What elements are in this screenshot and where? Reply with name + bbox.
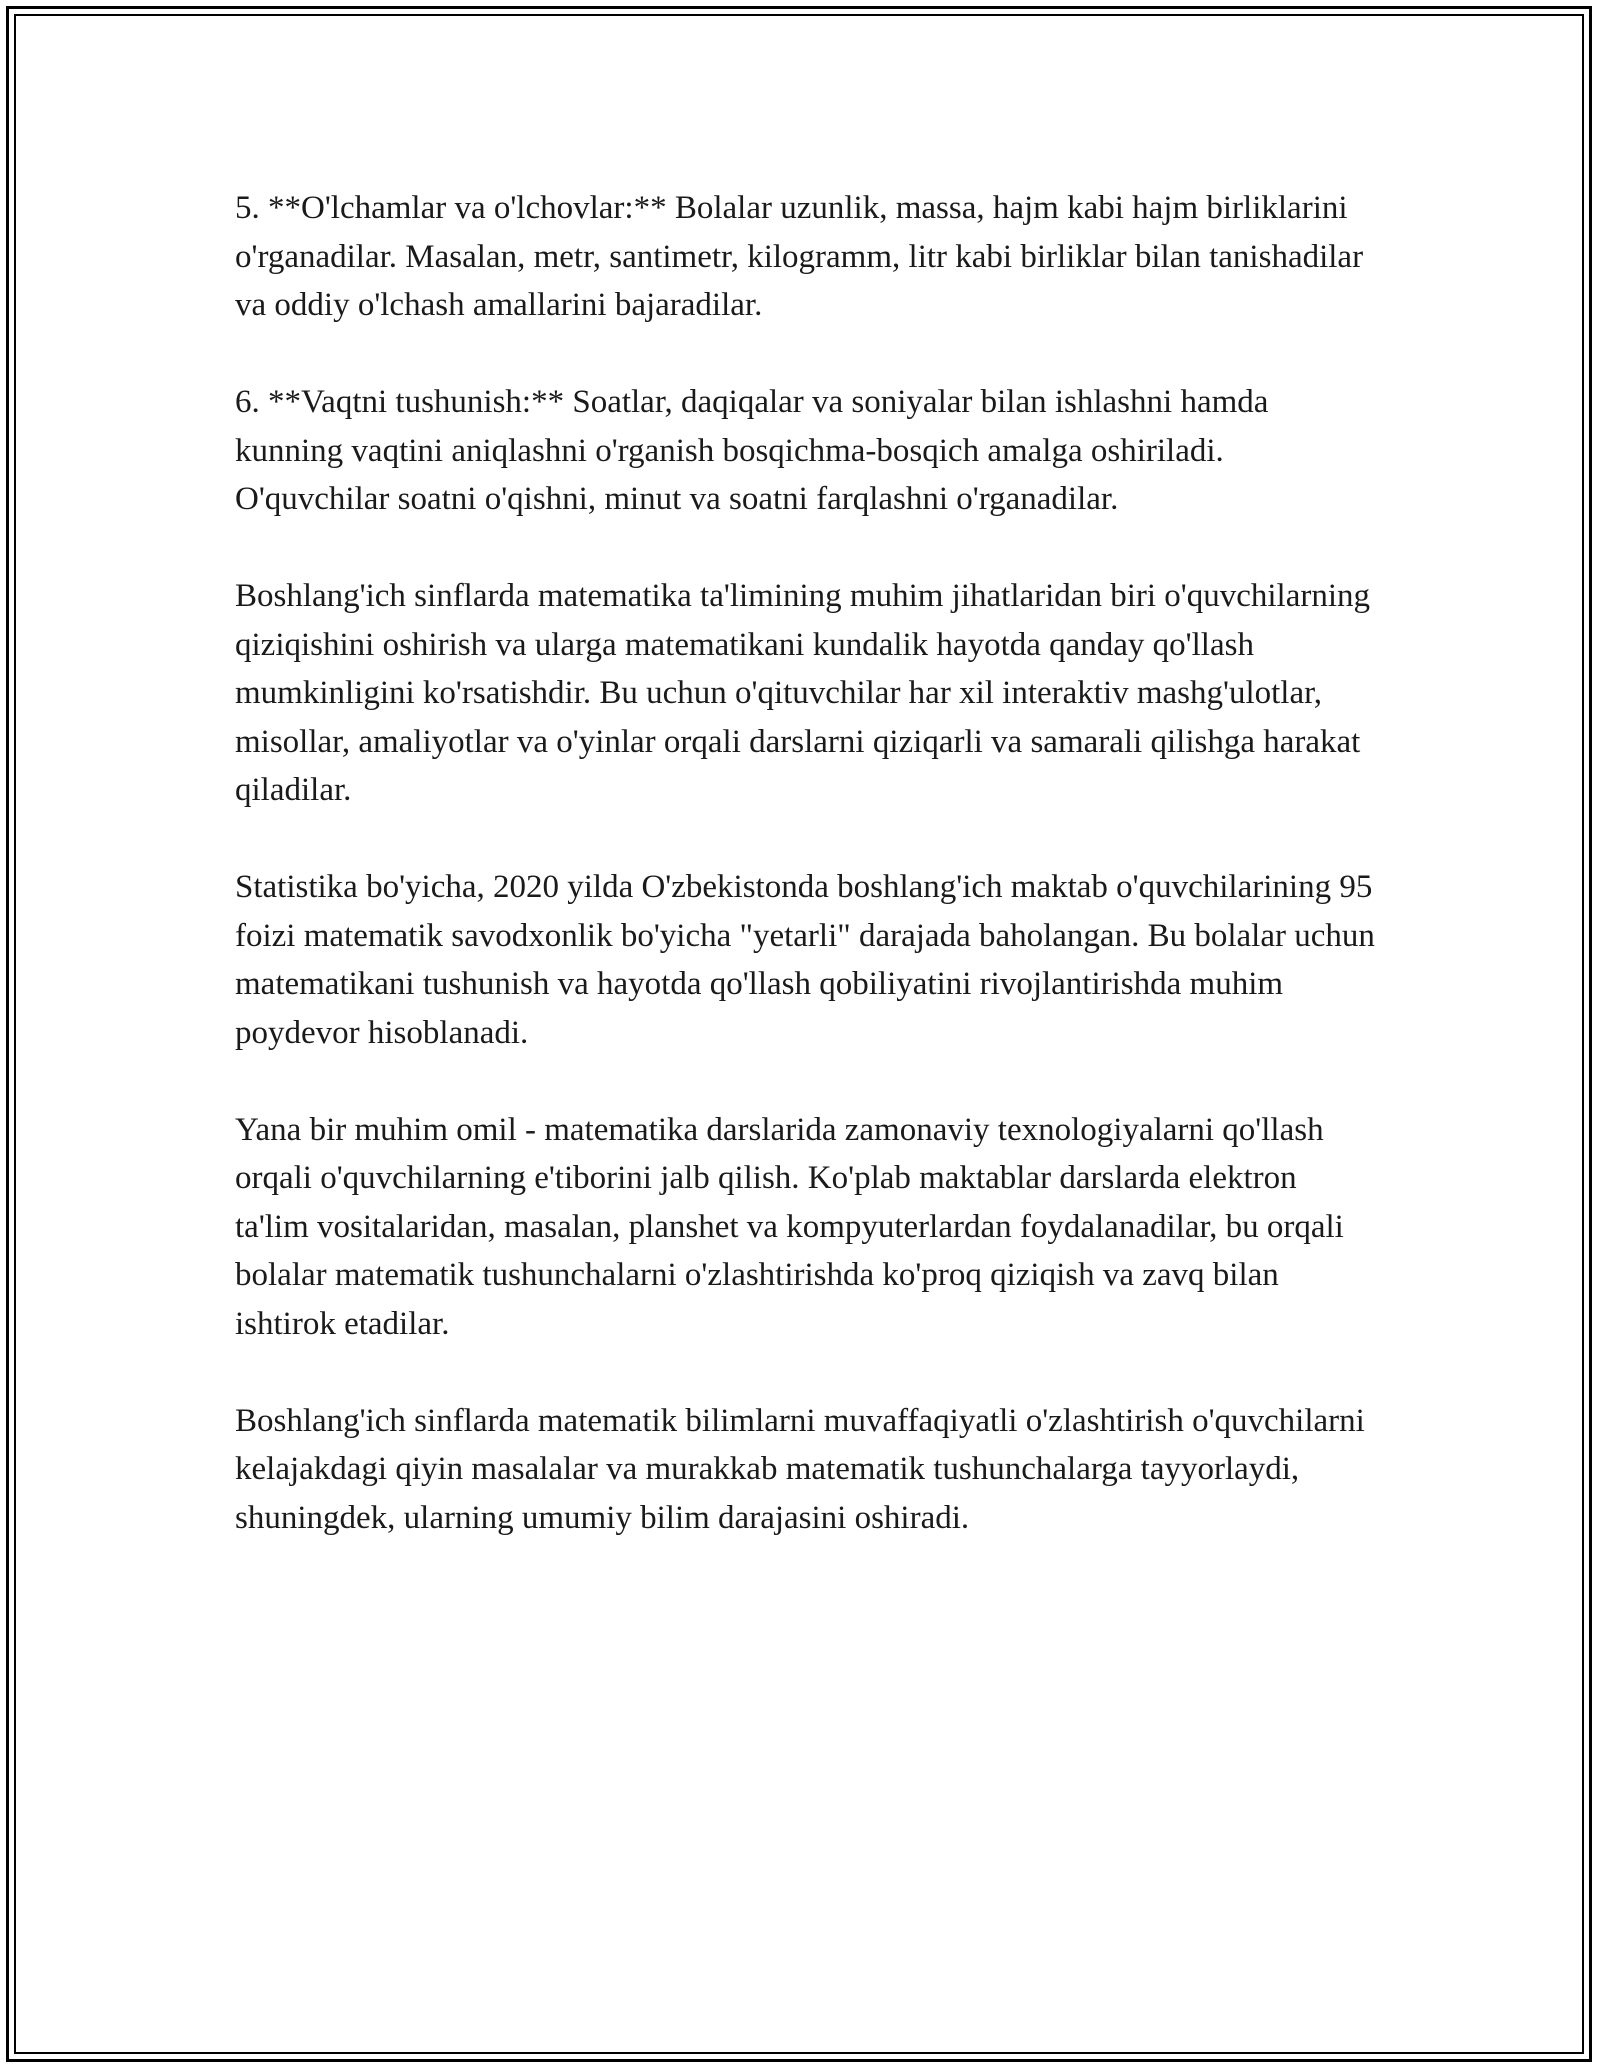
paragraph-technology: Yana bir muhim omil - matematika darslarida zamonaviy texnologiyalarni qo'llash orqali o'quvchilarning e'tiborini jalb qilish. Ko'plab maktablar darslarda elektron ta'lim vositalaridan, masalan, planshet va kompyuterlardan foydalanadilar, bu orqali bolalar matematik tushunchalarni o'zlashtirishda ko'proq qiziqish va zavq bilan ishtirok etadilar. — [235, 1111, 1344, 1342]
paragraph-measurements: 5. **O'lchamlar va o'lchovlar:** Bolalar uzunlik, massa, hajm kabi hajm birliklarini o'rganadilar. Masalan, metr, santimetr, kilogramm, litr kabi birliklar bilan tanishadilar va oddiy o'lchash amallarini bajaradilar. — [235, 190, 1364, 323]
paragraph-interest: Boshlang'ich sinflarda matematika ta'limining muhim jihatlaridan biri o'quvchilarning qiziqishini oshirish va ularga matematikani kundalik hayotda qanday qo'llash mumkinligini ko'rsatishdir. Bu uchun o'qituvchilar har xil interaktiv mashg'ulotlar, misollar, amaliyotlar va o'yinlar orqali darslarni qiziqarli va samarali qilishga harakat qiladilar. — [235, 578, 1371, 808]
paragraph-time: 6. **Vaqtni tushunish:** Soatlar, daqiqalar va soniyalar bilan ishlashni hamda kunning vaqtini aniqlashni o'rganish bosqichma-bosqich amalga oshiriladi. O'quvchilar soatni o'qishni, minut va soatni farqlashni o'rganadilar. — [235, 384, 1269, 517]
paragraph-statistics: Statistika bo'yicha, 2020 yilda O'zbekistonda boshlang'ich maktab o'quvchilarining 95 foizi matematik savodxonlik bo'yicha "yetarli" darajada baholangan. Bu bolalar uchun matematikani tushunish va hayotda qo'llash qobiliyatini rivojlantirishda muhim poydevor hisoblanadi. — [235, 869, 1375, 1051]
document-body — [235, 184, 1375, 1591]
paragraph-conclusion: Boshlang'ich sinflarda matematik bilimlarni muvaffaqiyatli o'zlashtirish o'quvchilarni kelajakdagi qiyin masalalar va murakkab matematik tushunchalarga tayyorlaydi, shuningdek, ularning umumiy bilim darajasini oshiradi. — [235, 1402, 1365, 1536]
